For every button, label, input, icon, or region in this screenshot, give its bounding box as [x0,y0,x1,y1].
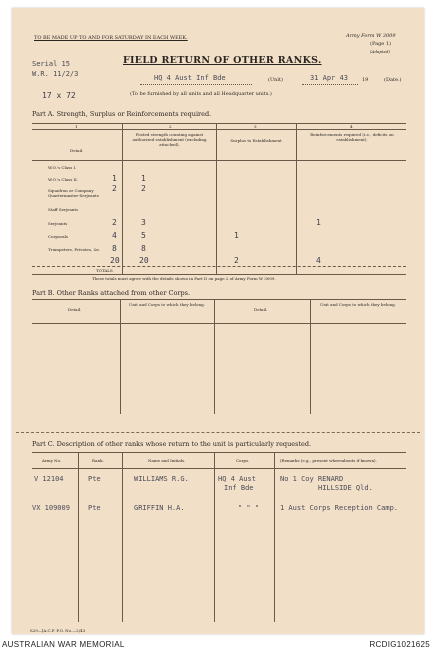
left-mark-pte: 8 [112,244,117,253]
left-mark-wo2: 1 [112,174,117,183]
part-c-header-corps: Corps. [236,458,250,463]
row1-name: WILLIAMS R.G. [134,475,189,483]
reference-number: 17 x 72 [42,91,76,100]
part-c-header-name: Name and Initials. [148,458,186,463]
row2-rank: Pte [88,504,101,512]
row-label-wo2: W.O.'s Class II. [48,177,78,182]
footer-institution: AUSTRALIAN WAR MEMORIAL [2,640,125,649]
left-mark-sjt: 2 [112,218,117,227]
unit-label: (Unit) [268,77,283,83]
part-b-title: Part B. Other Ranks attached from other Corps. [32,289,191,297]
year-suffix: 19 [362,77,369,83]
part-c-header-remarks: (Remarks (e.g., present whereabouts if known). [280,458,377,463]
posted-sjt: 3 [141,218,146,227]
row-label-cpl: Corporals [48,234,68,239]
row1-remarks-line2: HILLSIDE Qld. [318,484,373,492]
row1-rank: Pte [88,475,101,483]
header-surplus: Surplus to Establishment [230,138,282,143]
total-posted: 20 [139,256,149,265]
left-mark-cpl: 4 [112,231,117,240]
col-number-1: 1 [75,124,78,129]
part-a-title: Part A. Strength, Surplus or Reinforcements required. [32,110,212,118]
row-label-staff-sjt: Staff Serjeants [48,207,79,212]
row2-name: GRIFFIN H.A. [134,504,185,512]
top-instruction: TO BE MADE UP TO AND FOR SATURDAY IN EACH WEEK. [34,35,188,41]
serial-number: Serial 15 [32,60,70,68]
print-code: S29—[A.C.F. P.O. No.—2/43 [30,628,86,633]
header-posted: Posted strength counting against authorized establishment (excluding attached). [132,132,207,147]
form-number: Army Form W 3009 [346,33,396,39]
page-number: (Page 1) [370,41,391,47]
col-number-3: 3 [254,124,257,129]
furnished-note: (To be furnished by all units and all Headquarter units.) [130,91,272,97]
part-b-header-detail-2: Detail. [254,307,268,312]
header-reinforcements: Reinforcements required (i.e., deficits on establishment). [310,132,394,142]
footer-record-id: RCDIG1021625 [369,640,430,649]
part-b-header-unit-2: Unit and Corps to which they belong. [320,302,396,307]
row2-remarks: 1 Aust Corps Reception Camp. [280,504,399,512]
row-label-wo1: W.O.'s Class I. [48,165,77,170]
date-value: 31 Apr 43 [310,74,348,82]
part-b-header-detail-1: Detail. [68,307,82,312]
row-label-pte: Trumpeters, Privates, &c. [48,247,101,252]
posted-cpl: 5 [141,231,146,240]
unit-value: HQ 4 Aust Inf Bde [154,74,226,82]
form-title: FIELD RETURN OF OTHER RANKS. [123,55,322,66]
part-c-title: Part C. Description of other ranks whose return to the unit is particularly requested. [32,440,312,448]
row1-remarks: No 1 Coy RENARD [280,475,344,483]
totals-note: These totals must agree with the details shown in Part D on page 2 of Army Form W 3009. [92,276,276,281]
total-reinf: 4 [316,256,321,265]
part-b-header-unit-1: Unit and Corps to which they belong. [129,302,205,307]
row-label-sjt: Serjeants [48,221,68,226]
surplus-cpl: 1 [234,231,239,240]
posted-cqms: 2 [141,184,146,193]
row1-army-no: V 12104 [34,475,64,483]
header-detail: Detail. [70,148,84,153]
col-number-2: 2 [169,124,172,129]
total-surplus: 2 [234,256,239,265]
document-page [12,8,424,634]
col-number-4: 4 [350,124,353,129]
row2-corps: " " " [238,504,260,512]
part-c-header-army-no: Army No. [42,458,62,463]
row1-corps-line2: Inf Bde [224,484,254,492]
total-left: 20 [110,256,120,265]
adapted-note: (Adapted) [370,49,391,54]
row1-corps: HQ 4 Aust [218,475,256,483]
left-mark-cqms: 2 [112,184,117,193]
archive-footer [0,636,434,654]
posted-pte: 8 [141,244,146,253]
wr-number: W.R. 11/2/3 [32,70,79,78]
row2-army-no: VX 109009 [32,504,70,512]
posted-wo2: 1 [141,174,146,183]
reinf-sjt: 1 [316,218,321,227]
date-label: (Date.) [384,77,402,83]
part-c-header-rank: Rank. [92,458,104,463]
row-label-cqms: Squadron or Company Quartermaster-Serjeants [48,188,99,198]
totals-label: TOTALS [96,268,113,273]
